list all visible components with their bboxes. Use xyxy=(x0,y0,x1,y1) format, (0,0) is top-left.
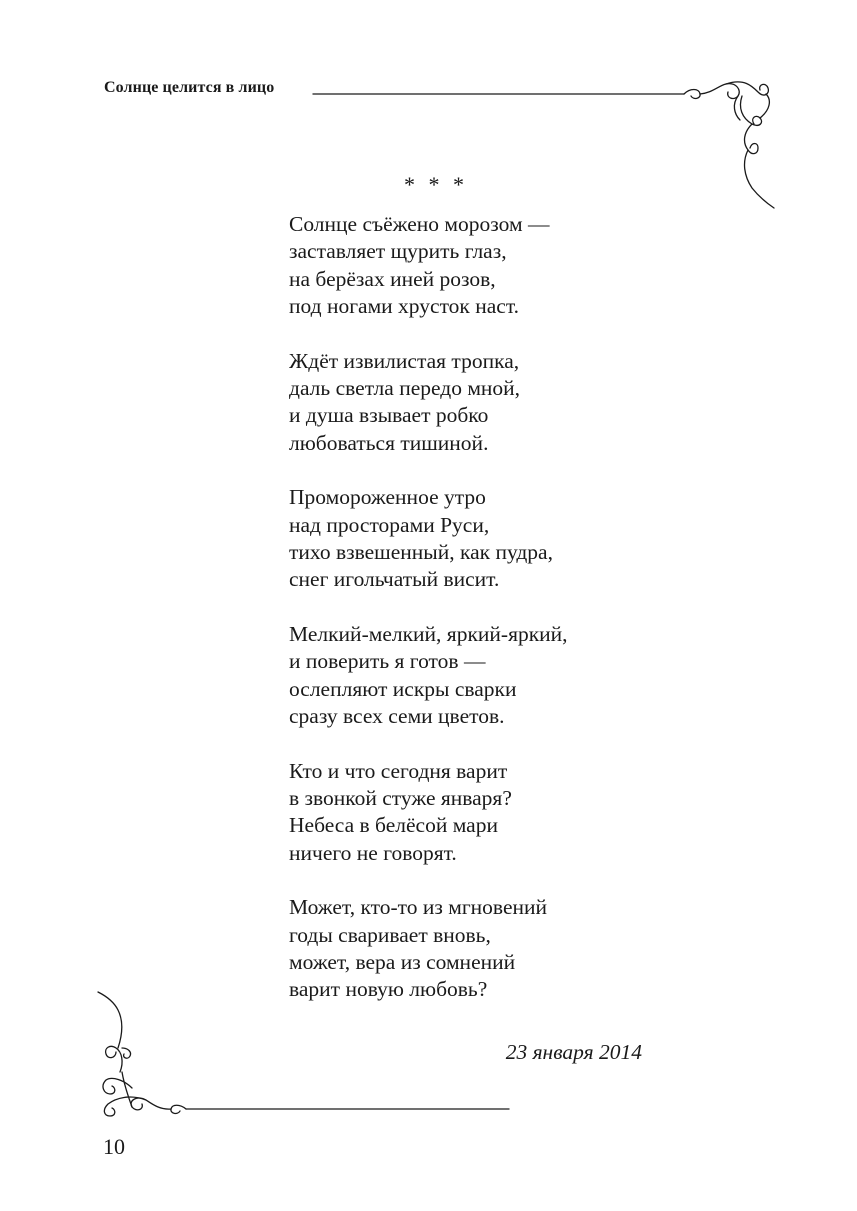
stanza xyxy=(289,348,709,457)
poem-line: под ногами хрусток наст. xyxy=(289,293,519,318)
stanza xyxy=(289,758,709,867)
poem-line: Кто и что сегодня варит xyxy=(289,758,508,783)
stanza xyxy=(289,211,709,320)
poem-line: над просторами Руси, xyxy=(289,512,490,537)
poem-line: Ждёт извилистая тропка, xyxy=(289,348,520,373)
poem-line: годы сваривает вновь, xyxy=(289,922,491,947)
poem-line: Небеса в белёсой мари xyxy=(289,813,498,838)
poem-line: может, вера из сомнений xyxy=(289,950,516,975)
poem-line: тихо взвешенный, как пудра, xyxy=(289,539,553,564)
poem-line: на берёзах иней розов, xyxy=(289,266,496,291)
poem-line: сразу всех семи цветов. xyxy=(289,703,505,728)
poem xyxy=(289,211,709,1031)
poem-date: 23 января 2014 xyxy=(505,1040,642,1064)
poem-line: ослепляют искры сварки xyxy=(289,676,517,701)
stanza xyxy=(289,621,709,730)
poem-line: и душа взывает робко xyxy=(289,403,489,428)
section-separator: * * * xyxy=(404,172,468,197)
poem-line: заставляет щурить глаз, xyxy=(289,239,507,264)
page-number: 10 xyxy=(103,1134,125,1159)
bottom-flourish-ornament-icon xyxy=(0,980,857,1130)
poem-line: и поверить я готов — xyxy=(289,649,486,674)
poem-line: Может, кто-то из мгновений xyxy=(289,895,547,920)
poem-line: Промороженное утро xyxy=(289,485,486,510)
running-head: Солнце целится в лицо xyxy=(104,79,275,96)
poem-line: любоваться тишиной. xyxy=(289,430,489,455)
poem-line: даль светла передо мной, xyxy=(289,375,521,400)
poem-line: снег игольчатый висит. xyxy=(289,567,500,592)
stanza xyxy=(289,484,709,593)
poem-line: Мелкий-мелкий, яркий-яркий, xyxy=(289,622,568,647)
poem-line: Солнце съёжено морозом — xyxy=(289,212,550,236)
poem-line: варит новую любовь? xyxy=(289,977,488,1002)
poem-line: ничего не говорят. xyxy=(289,840,457,865)
poem-line: в звонкой стуже января? xyxy=(289,786,512,811)
